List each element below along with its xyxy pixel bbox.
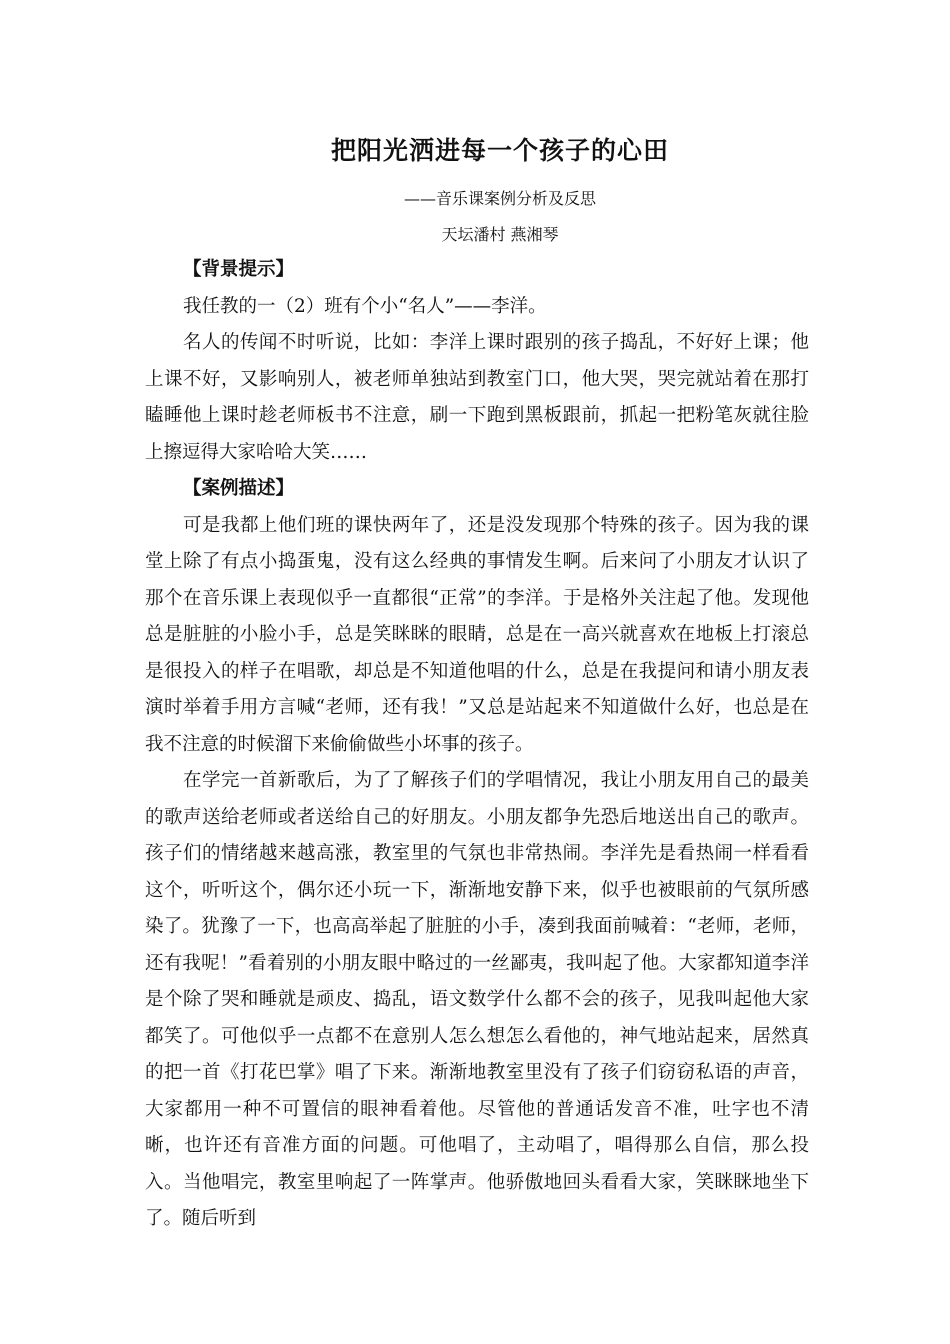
paragraph: 我任教的一（2）班有个小“名人”——李洋。 — [183, 295, 547, 317]
section-background — [145, 252, 809, 471]
paragraph: 可是我都上他们班的课快两年了，还是没发现那个特殊的孩子。因为我的课堂上除了有点小捣蛋鬼，没有这么经典的事情发生啊。后来问了小朋友才认识了那个在音乐课上表现似乎一直都很“正常”的李洋。于是格外关注起了他。发现他总是脏脏的小脸小手，总是笑眯眯的眼睛，总是在一高兴就喜欢在地板上打滚总是很投入的样子在唱歌，却总是不知道他唱的什么，总是在我提问和请小朋友表演时举着手用方言喊“老师，还有我！”又总是站起来不知道做什么好，也总是在我不注意的时候溜下来偷偷做些小坏事的孩子。 — [145, 514, 809, 755]
section-heading-case-description: 【案例描述】 — [183, 478, 295, 499]
document-body — [145, 252, 809, 1238]
paragraph: 在学完一首新歌后，为了了解孩子们的学唱情况，我让小朋友用自己的最美的歌声送给老师或者送给自己的好朋友。小朋友都争先恐后地送出自己的歌声。孩子们的情绪越来越高涨，教室里的气氛也非常热闹。李洋先是看热闹一样看看这个，听听这个，偶尔还小玩一下，渐渐地安静下来，似乎也被眼前的气氛所感染了。犹豫了一下，也高高举起了脏脏的小手，凑到我面前喊着：“老师，老师，还有我呢！”看着别的小朋友眼中略过的一丝鄙夷，我叫起了他。大家都知道李洋是个除了哭和睡就是顽皮、捣乱，语文数学什么都不会的孩子，见我叫起他大家都笑了。可他似乎一点都不在意别人怎么想怎么看他的，神气地站起来，居然真的把一首《打花巴掌》唱了下来。渐渐地教室里没有了孩子们窃窃私语的声音，大家都用一种不可置信的眼神看着他。尽管他的普通话发音不准，吐字也不清晰，也许还有音准方面的问题。可他唱了，主动唱了，唱得那么自信，那么投入。当他唱完，教室里响起了一阵掌声。他骄傲地回头看看大家，笑眯眯地坐下了。随后听到 — [145, 770, 809, 1229]
section-case-description — [145, 471, 809, 1238]
document-author: 天坛潘村 燕湘琴 — [441, 225, 559, 244]
document-title: 把阳光洒进每一个孩子的心田 — [330, 136, 669, 165]
document-subtitle: ——音乐课案例分析及反思 — [403, 189, 596, 208]
paragraph: 名人的传闻不时听说，比如：李洋上课时跟别的孩子捣乱，不好好上课；他上课不好，又影响别人，被老师单独站到教室门口，他大哭，哭完就站着在那打瞌睡他上课时趁老师板书不注意，刷一下跑到黑板跟前，抓起一把粉笔灰就往脸上擦逗得大家哈哈大笑…… — [145, 332, 809, 463]
section-heading-background: 【背景提示】 — [183, 259, 295, 280]
